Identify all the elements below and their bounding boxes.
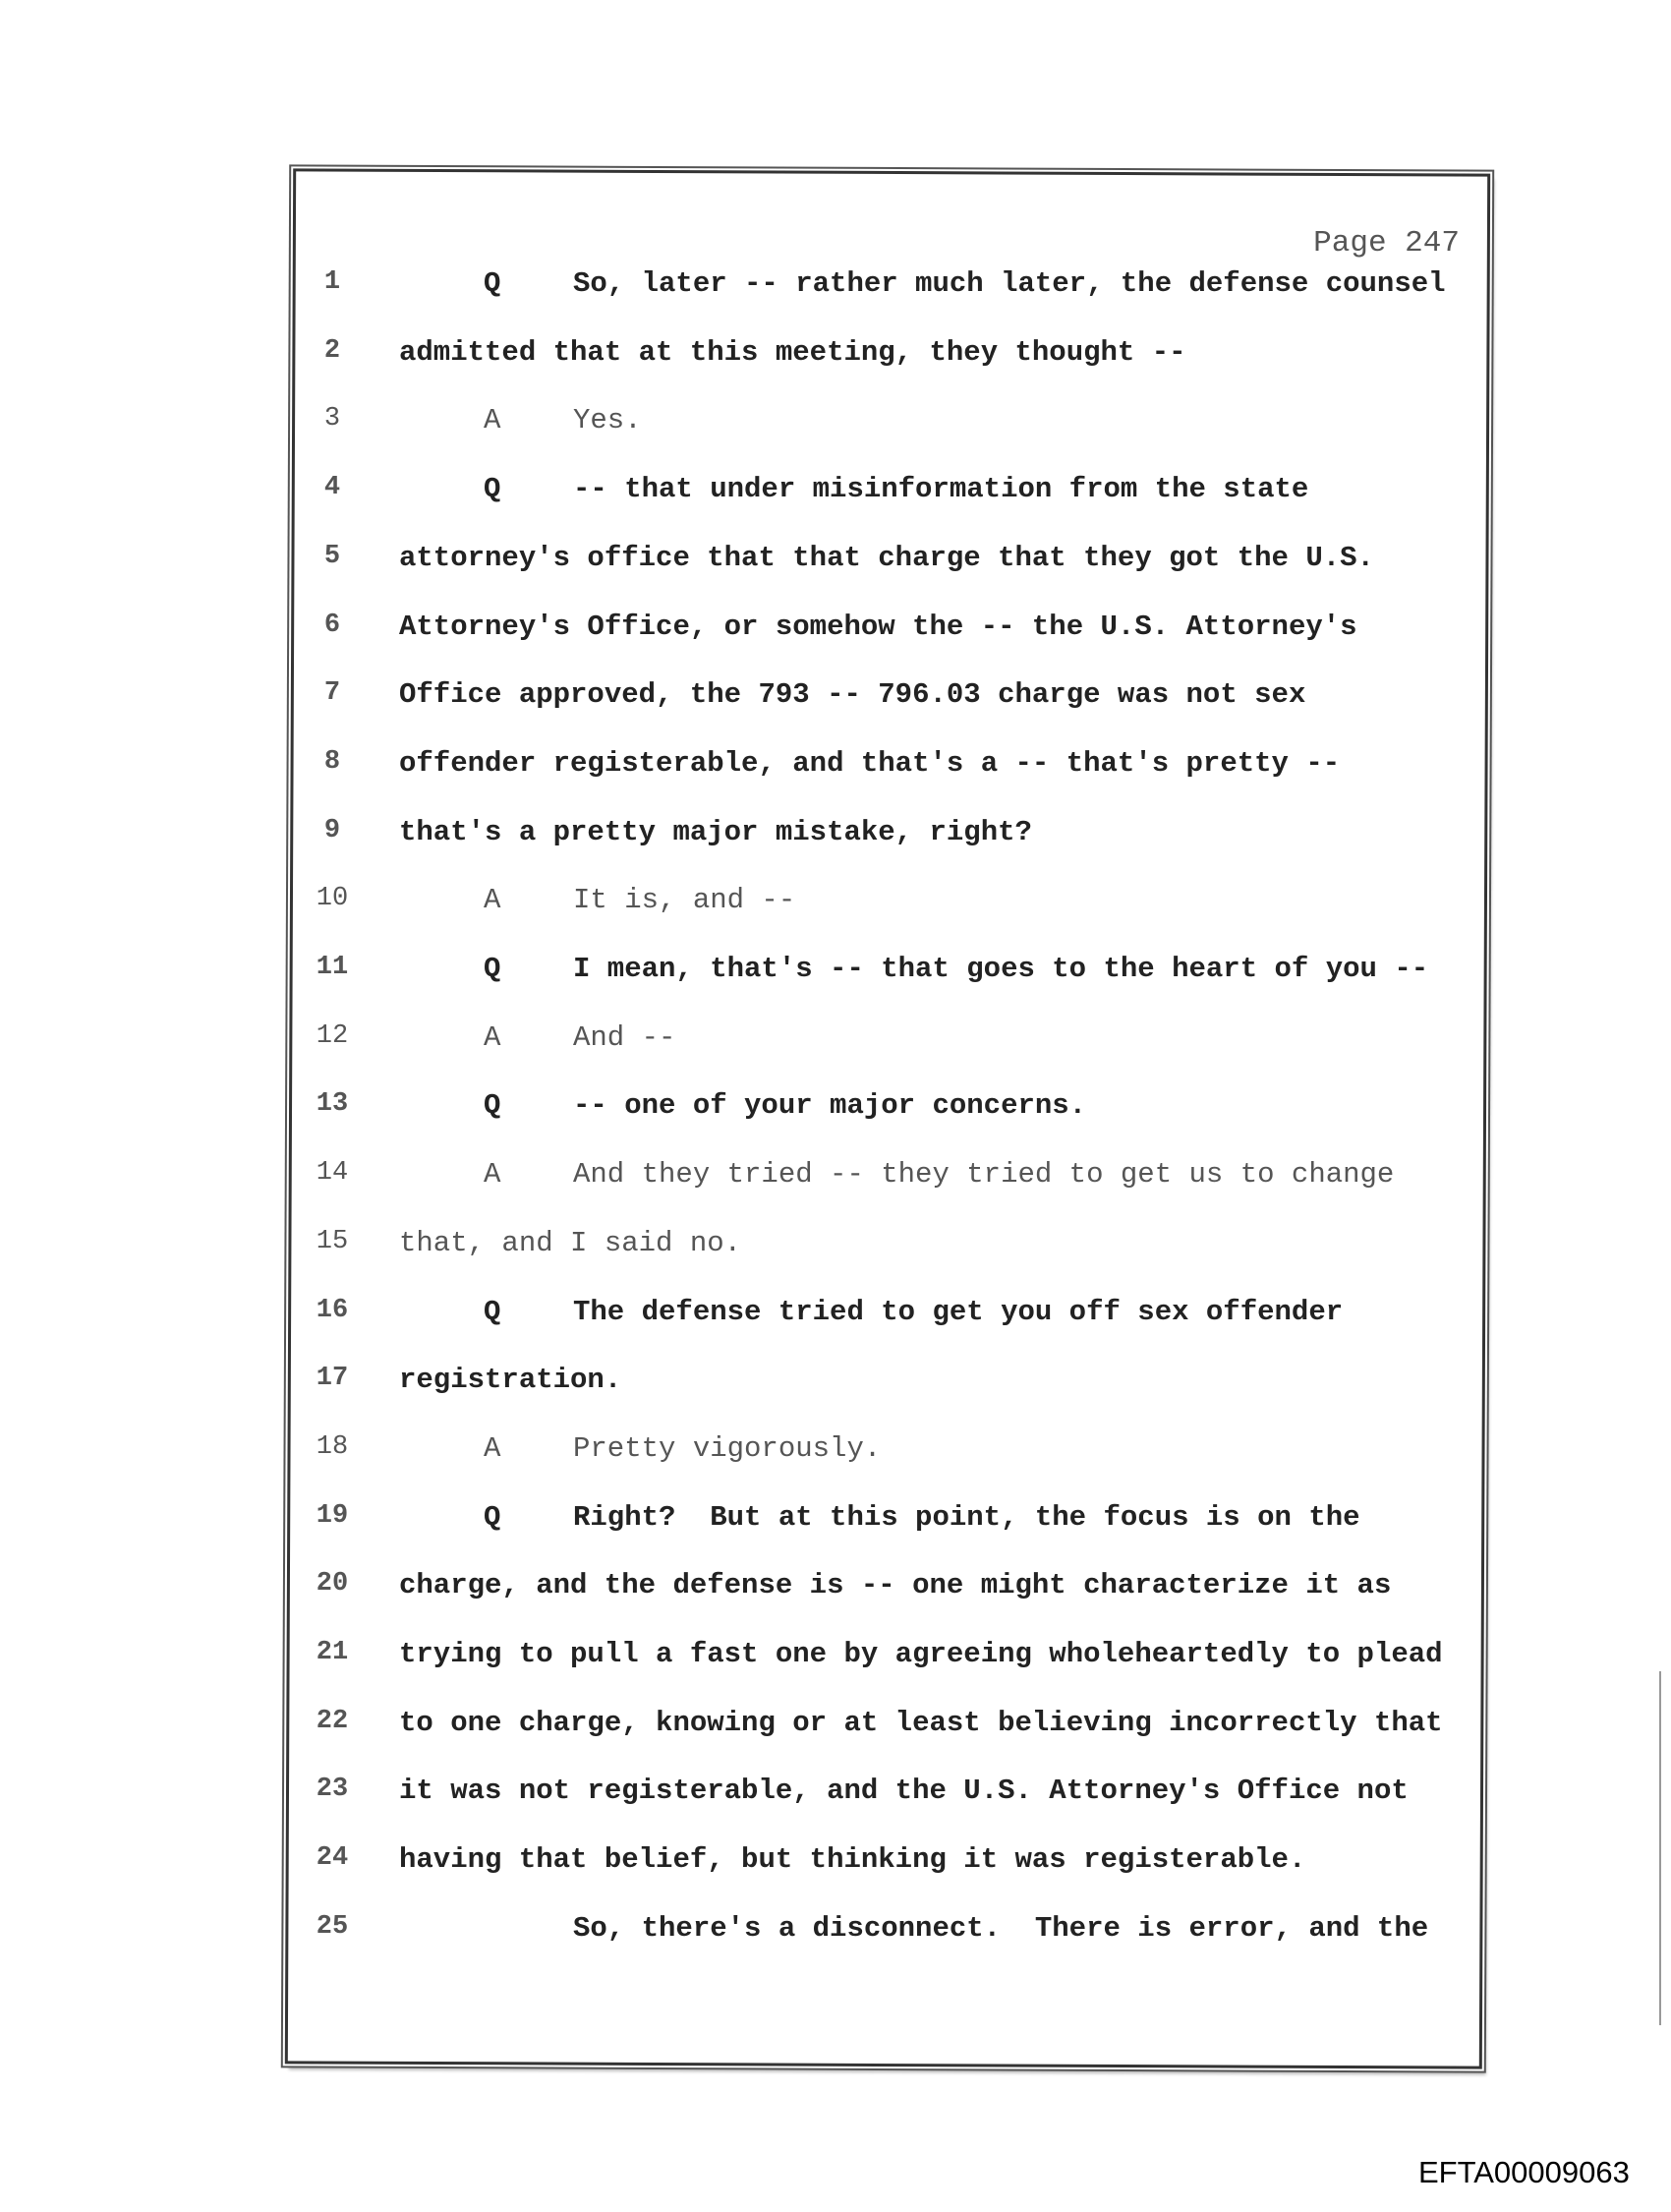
line-number: 18 (316, 1431, 349, 1462)
line-number: 23 (316, 1775, 349, 1805)
line-text: And -- (573, 1020, 676, 1054)
line-number: 16 (316, 1295, 349, 1325)
transcript-line (0, 1775, 1671, 1814)
transcript-line (0, 267, 1671, 307)
line-number: 25 (316, 1911, 349, 1942)
transcript-line (0, 336, 1671, 376)
line-text: So, there's a disconnect. There is error, and the (573, 1911, 1429, 1945)
line-text: it was not registerable, and the U.S. Attorney's Office not (399, 1775, 1409, 1808)
transcript-line (0, 1227, 1671, 1266)
transcript-line (0, 1158, 1671, 1197)
line-text: that's a pretty major mistake, right? (399, 815, 1032, 848)
line-number: 21 (316, 1638, 349, 1667)
line-number: 7 (323, 678, 341, 709)
transcript-line (0, 611, 1671, 650)
transcript-line (0, 1569, 1671, 1608)
line-text: admitted that at this meeting, they thought -- (399, 335, 1186, 369)
line-number: 14 (316, 1158, 349, 1189)
line-text: And they tried -- they tried to get us to change (573, 1158, 1395, 1192)
line-text: trying to pull a fast one by agreeing wholeheartedly to plead (399, 1638, 1443, 1670)
transcript-line (0, 884, 1671, 923)
transcript-line (0, 1432, 1671, 1472)
transcript-line (0, 473, 1671, 512)
transcript-line (0, 1021, 1671, 1061)
speaker-label: Q (484, 1295, 501, 1328)
transcript-line (0, 1912, 1671, 1951)
line-number: 24 (316, 1843, 349, 1874)
line-text: It is, and -- (573, 884, 796, 917)
line-text: -- one of your major concerns. (573, 1089, 1087, 1123)
speaker-label: Q (484, 1089, 501, 1123)
line-text: attorney's office that that charge that they got the U.S. (399, 541, 1374, 574)
line-number: 11 (316, 953, 349, 982)
transcript-line (0, 1501, 1671, 1541)
transcript-line (0, 678, 1671, 718)
line-number: 20 (316, 1569, 349, 1600)
transcript-line (0, 1089, 1671, 1129)
transcript-line (0, 1843, 1671, 1883)
speaker-label: A (484, 1158, 501, 1192)
line-text: charge, and the defense is -- one might characterize it as (399, 1569, 1392, 1602)
line-number: 12 (316, 1020, 349, 1051)
line-text: having that belief, but thinking it was registerable. (399, 1843, 1306, 1877)
transcript-line (0, 1638, 1671, 1677)
line-text: that, and I said no. (399, 1226, 742, 1259)
speaker-label: A (484, 404, 501, 437)
line-number: 1 (323, 267, 341, 297)
transcript-line (0, 1364, 1671, 1403)
speaker-label: A (484, 884, 501, 917)
line-text: I mean, that's -- that goes to the heart of you -- (573, 953, 1429, 985)
line-number: 9 (323, 815, 341, 845)
line-text: So, later -- rather much later, the defense counsel (573, 267, 1446, 300)
speaker-label: Q (484, 267, 501, 300)
speaker-label: Q (484, 1500, 501, 1534)
speaker-label: A (484, 1431, 501, 1465)
transcript-line (0, 542, 1671, 581)
line-text: -- that under misinformation from the state (573, 473, 1309, 506)
line-text: to one charge, knowing or at least believing incorrectly that (399, 1706, 1443, 1739)
line-number: 5 (323, 541, 341, 571)
line-number: 2 (323, 335, 341, 366)
line-number: 8 (323, 746, 341, 777)
line-number: 4 (323, 473, 341, 503)
line-number: 10 (316, 884, 349, 914)
line-text: offender registerable, and that's a -- that's pretty -- (399, 746, 1341, 780)
transcript-line (0, 816, 1671, 855)
transcript-line (0, 953, 1671, 992)
line-text: Office approved, the 793 -- 796.03 charge was not sex (399, 678, 1306, 712)
transcript-line (0, 1296, 1671, 1335)
line-text: The defense tried to get you off sex offender (573, 1295, 1344, 1328)
line-text: Yes. (573, 404, 642, 437)
scan-edge (1659, 1671, 1661, 2025)
speaker-label: Q (484, 473, 501, 506)
line-number: 17 (316, 1364, 349, 1394)
line-text: Attorney's Office, or somehow the -- the U.S. Attorney's (399, 610, 1357, 643)
page-number: Page 247 (1313, 226, 1460, 261)
line-text: registration. (399, 1364, 622, 1397)
document-id: EFTA00009063 (1418, 2155, 1630, 2189)
speaker-label: A (484, 1020, 501, 1054)
line-number: 19 (316, 1500, 349, 1531)
line-number: 13 (316, 1089, 349, 1120)
transcript-line (0, 404, 1671, 443)
line-text: Right? But at this point, the focus is on the (573, 1500, 1360, 1534)
line-number: 6 (323, 610, 341, 640)
transcript-line (0, 747, 1671, 786)
line-text: Pretty vigorously. (573, 1431, 882, 1465)
line-number: 15 (316, 1226, 349, 1256)
transcript-line (0, 1707, 1671, 1746)
speaker-label: Q (484, 953, 501, 985)
line-number: 22 (316, 1706, 349, 1736)
line-number: 3 (323, 404, 341, 435)
